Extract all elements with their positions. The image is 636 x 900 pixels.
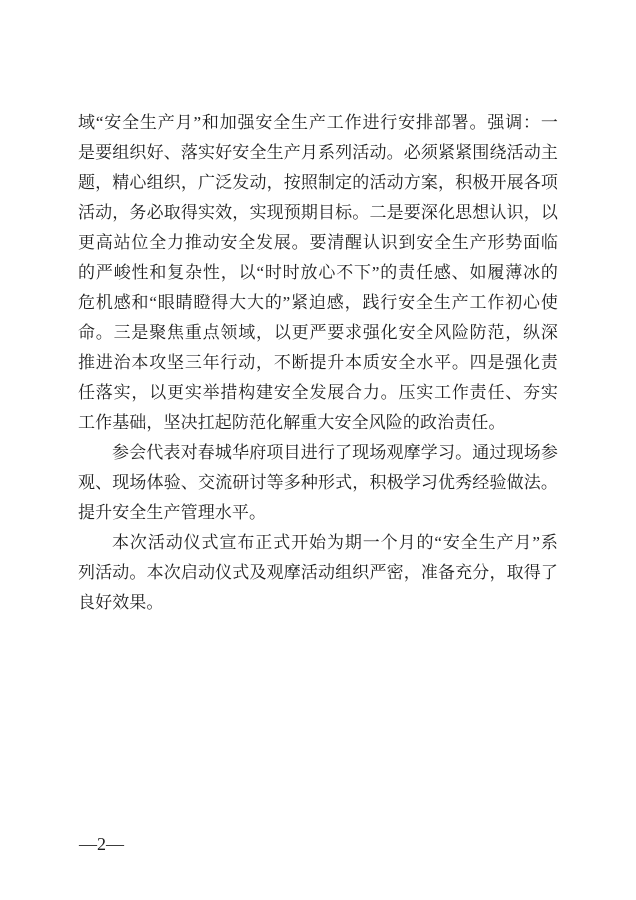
text-line: 是要组织好、落实好安全生产月系列活动。必须紧紧围绕活动主: [78, 143, 558, 162]
text-line: 命。三是聚焦重点领域，以更严要求强化安全风险防范，纵深: [78, 323, 558, 342]
text-line: 列活动。本次启动仪式及观摩活动组织严密，准备充分，取得了: [78, 563, 558, 582]
text-line: 提升安全生产管理水平。: [78, 503, 267, 522]
text-line: 工作基础，坚决扛起防范化解重大安全风险的政治责任。: [78, 413, 506, 432]
text-line: 观、现场体验、交流研讨等多种形式，积极学习优秀经验做法。: [78, 473, 558, 492]
text-line: 的严峻性和复杂性，以“时时放心不下”的责任感、如履薄冰的: [78, 263, 558, 282]
text-line: 更高站位全力推动安全发展。要清醒认识到安全生产形势面临: [78, 233, 558, 252]
text-line: 活动，务必取得实效，实现预期目标。二是要深化思想认识，以: [78, 203, 558, 222]
text-line: 本次活动仪式宣布正式开始为期一个月的“安全生产月”系: [112, 533, 558, 552]
text-line: 良好效果。: [78, 593, 164, 612]
text-line: 危机感和“眼睛瞪得大大的”紧迫感，践行安全生产工作初心使: [78, 293, 558, 312]
text-line: 参会代表对春城华府项目进行了现场观摩学习。通过现场参: [112, 443, 558, 462]
text-line: 域“安全生产月”和加强安全生产工作进行安排部署。强调：一: [78, 113, 558, 132]
text-line: 题，精心组织，广泛发动，按照制定的活动方案，积极开展各项: [78, 173, 558, 192]
page-number: —2—: [79, 834, 124, 854]
body-text: [78, 108, 558, 618]
text-line: 推进治本攻坚三年行动，不断提升本质安全水平。四是强化责: [78, 353, 558, 372]
text-line: 任落实，以更实举措构建安全发展合力。压实工作责任、夯实: [78, 383, 558, 402]
